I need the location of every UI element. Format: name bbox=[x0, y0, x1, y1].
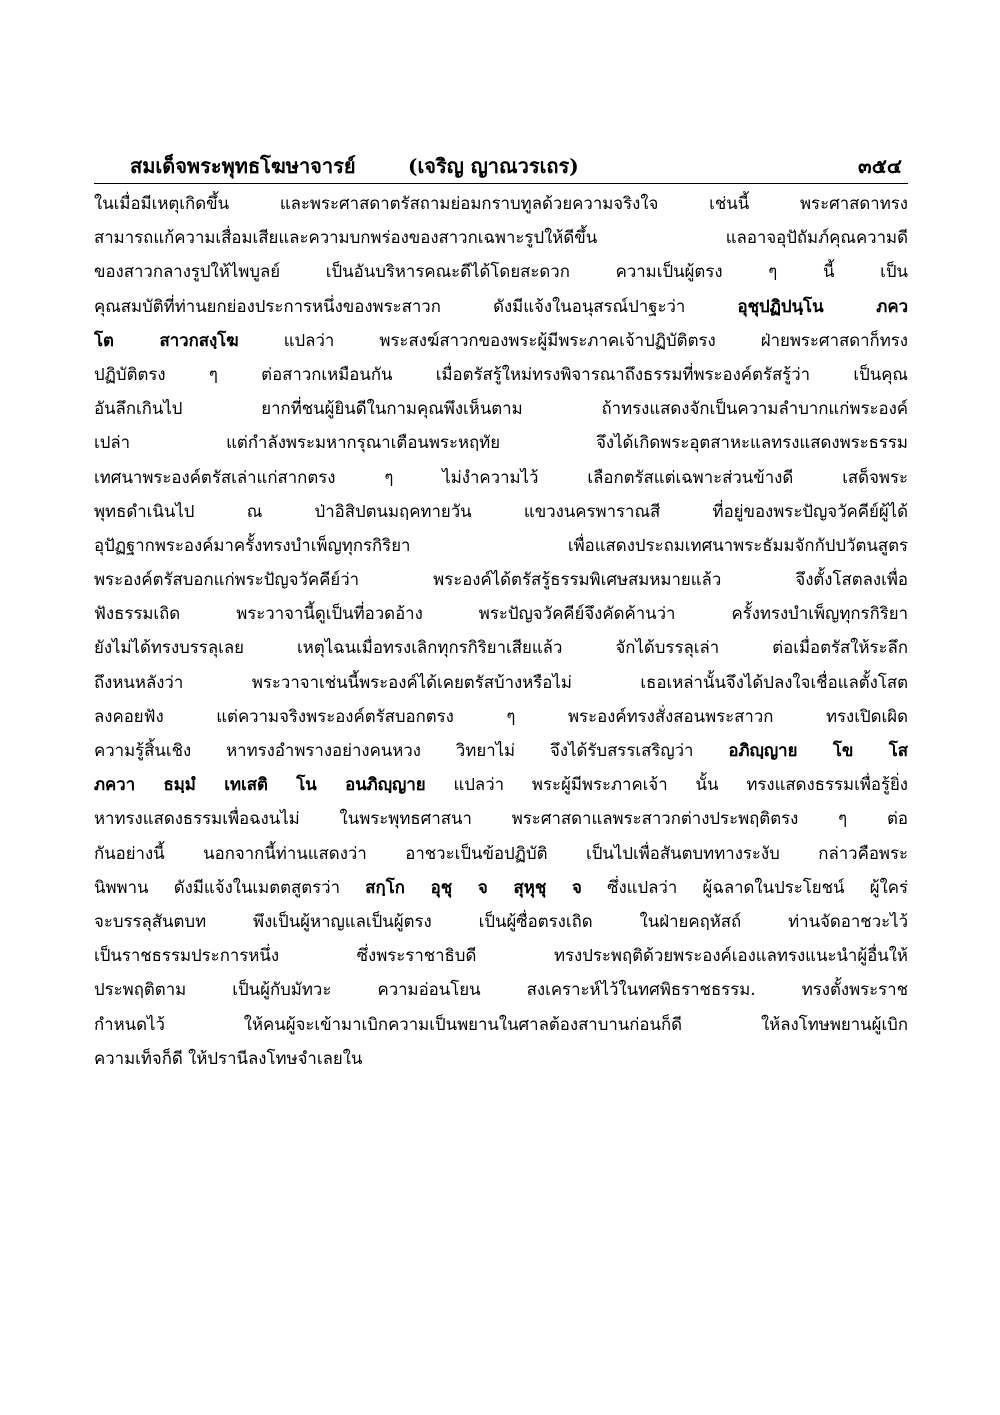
text-line bbox=[94, 733, 908, 767]
text-line bbox=[94, 1007, 908, 1041]
text-line bbox=[94, 391, 908, 425]
pali-phrase: สกฺโก อุชุ จ สุหุชุ จ bbox=[365, 876, 582, 897]
text-segment: แปลว่า พระสงฆ์สาวกของพระผู้มีพระภาคเจ้าปฏิบัติตรง ฝ่ายพระศาสดาก็ทรง bbox=[238, 329, 908, 350]
text-line bbox=[94, 289, 908, 323]
text-segment: พุทธดำเนินไป ณ ป่าอิสิปตนมฤคทายวัน แขวงนครพาราณสี ที่อยู่ของพระปัญจวัคคีย์ผู้ได้ bbox=[94, 500, 908, 521]
text-segment: ลงคอยฟัง แต่ความจริงพระองค์ตรัสบอกตรง ๆ พระองค์ทรงสั่งสอนพระสาวก ทรงเปิดเผิด bbox=[94, 705, 908, 726]
text-segment: อันลึกเกินไป ยากที่ชนผู้ยินดีในกามคุณพึงเห็นตาม ถ้าทรงแสดงจักเป็นความลำบากแก่พระองค์ bbox=[94, 398, 908, 419]
text-segment: สามารถแก้ความเสื่อมเสียและความบกพร่องของสาวกเฉพาะรูปให้ดีขึ้น แลอาจอุปัถัมภ์คุณความดี bbox=[94, 227, 908, 248]
body-text bbox=[94, 186, 908, 1075]
text-line bbox=[94, 938, 908, 972]
text-segment: ฟังธรรมเถิด พระวาจานี้ดูเป็นที่อวดอ้าง พระปัญจวัคคีย์จึงคัดค้านว่า ครั้งทรงบำเพ็ญทุกรกิริยา bbox=[94, 603, 908, 624]
text-segment: ของสาวกลางรูปให้ไพบูลย์ เป็นอันบริหารคณะดีได้โดยสะดวก ความเป็นผู้ตรง ๆ นี้ เป็น bbox=[94, 261, 908, 282]
text-line bbox=[94, 836, 908, 870]
text-line bbox=[94, 596, 908, 630]
text-line bbox=[94, 323, 908, 357]
text-segment: กันอย่างนี้ นอกจากนี้ท่านแสดงว่า อาชวะเป็นข้อปฏิบัติ เป็นไปเพื่อสันตบททางระงับ กล่าวคือพระ bbox=[94, 842, 908, 863]
header-rule bbox=[94, 183, 908, 184]
text-line bbox=[94, 904, 908, 938]
text-line bbox=[94, 528, 908, 562]
text-segment: แปลว่า พระผู้มีพระภาคเจ้า นั้น ทรงแสดงธรรมเพื่อรู้ยิ่ง bbox=[425, 774, 908, 795]
pali-phrase: อุชุปฏิปนฺโน ภคว bbox=[737, 295, 908, 316]
pali-phrase: โต สาวกสงฺโฆ bbox=[94, 329, 239, 350]
header-title: สมเด็จพระพุทธโฆษาจารย์ bbox=[130, 154, 356, 178]
pali-phrase: อภิญฺญาย โข โส bbox=[728, 740, 908, 760]
text-segment: ปฏิบัติตรง ๆ ต่อสาวกเหมือนกัน เมื่อตรัสรู้ใหม่ทรงพิจารณาถึงธรรมที่พระองค์ตรัสรู้ว่า เป็นคุณ bbox=[94, 363, 908, 384]
page-header bbox=[94, 146, 908, 182]
text-line bbox=[94, 494, 908, 528]
page-number: ๓๕๔ bbox=[858, 154, 902, 178]
text-segment: ในเมื่อมีเหตุเกิดขึ้น และพระศาสดาตรัสถามย่อมกราบทูลด้วยความจริงใจ เช่นนี้ พระศาสดาทรง bbox=[94, 193, 908, 213]
text-line bbox=[94, 870, 908, 904]
text-segment: ซึ่งแปลว่า ผู้ฉลาดในประโยชน์ ผู้ใคร่ bbox=[581, 876, 908, 897]
text-line bbox=[94, 972, 908, 1006]
text-line bbox=[94, 425, 908, 459]
text-segment: นิพพาน ดังมีแจ้งในเมตตสูตรว่า bbox=[94, 876, 366, 897]
text-line bbox=[94, 186, 908, 220]
pali-phrase: ภควา ธมฺมํ เทเสติ โน อนภิญฺญาย bbox=[94, 774, 426, 795]
header-name: (เจริญ ญาณวรเถร) bbox=[408, 154, 579, 178]
text-segment: ยังไม่ได้ทรงบรรลุเลย เหตุไฉนเมื่อทรงเลิกทุกรกิริยาเสียแล้ว จักได้บรรลุเล่า ต่อเมื่อตรัสให้ระลึก bbox=[94, 637, 908, 658]
text-line bbox=[94, 630, 908, 664]
text-segment: ความรู้สิ้นเชิง หาทรงอำพรางอย่างคนหวง วิทยาไม่ จึงได้รับสรรเสริญว่า bbox=[94, 740, 729, 760]
text-segment: เป็นราชธรรมประการหนึ่ง ซึ่งพระราชาธิบดี ทรงประพฤติด้วยพระองค์เองแลทรงแนะนำผู้อื่นให้ bbox=[94, 945, 908, 966]
text-line bbox=[94, 357, 908, 391]
text-segment: กำหนดไว้ ให้คนผู้จะเข้ามาเบิกความเป็นพยานในศาลต้องสาบานก่อนก็ดี ให้ลงโทษพยานผู้เบิก bbox=[94, 1013, 908, 1034]
text-segment: ประพฤติตาม เป็นผู้กับมัทวะ ความอ่อนโยน สงเคราะห์ไว้ในทศพิธราชธรรม. ทรงตั้งพระราช bbox=[94, 979, 908, 1000]
text-line bbox=[94, 562, 908, 596]
text-segment: คุณสมบัติที่ท่านยกย่องประการหนึ่งของพระสาวก ดังมีแจ้งในอนุสรณ์ปาฐะว่า bbox=[94, 295, 738, 316]
text-segment: หาทรงแสดงธรรมเพื่อฉงนไม่ ในพระพุทธศาสนา พระศาสดาแลพระสาวกต่างประพฤติตรง ๆ ต่อ bbox=[94, 808, 908, 829]
text-line bbox=[94, 665, 908, 699]
text-line bbox=[94, 801, 908, 835]
text-segment: จะบรรลุสันตบท พึงเป็นผู้หาญแลเป็นผู้ตรง เป็นผู้ซื่อตรงเถิด ในฝ่ายคฤหัสถ์ ท่านจัดอาชวะไว้ bbox=[94, 910, 908, 931]
text-line bbox=[94, 767, 908, 801]
text-line bbox=[94, 460, 908, 494]
text-segment: พระองค์ตรัสบอกแก่พระปัญจวัคคีย์ว่า พระองค์ได้ตรัสรู้ธรรมพิเศษสมหมายแล้ว จึงตั้งโสตลงเพื่อ bbox=[94, 569, 908, 590]
text-line bbox=[94, 699, 908, 733]
text-segment: เทศนาพระองค์ตรัสเล่าแก่สากตรง ๆ ไม่งำความไว้ เลือกตรัสแต่เฉพาะส่วนข้างดี เสด็จพระ bbox=[94, 466, 908, 487]
text-segment: อุปัฏฐากพระองค์มาครั้งทรงบำเพ็ญทุกรกิริยา เพื่อแสดงประถมเทศนาพระธัมมจักกัปปวัตนสูตร bbox=[94, 534, 908, 555]
text-segment: ถึงหนหลังว่า พระวาจาเช่นนี้พระองค์ได้เคยตรัสบ้างหรือไม่ เธอเหล่านั้นจึงได้ปลงใจเชื่อแลตั้งโสต bbox=[94, 671, 908, 692]
text-segment: ความเท็จก็ดี ให้ปรานีลงโทษจำเลยใน bbox=[94, 1047, 363, 1068]
text-line bbox=[94, 220, 908, 254]
text-segment: เปล่า แต่กำลังพระมหากรุณาเตือนพระหฤทัย จึงได้เกิดพระอุตสาหะแลทรงแสดงพระธรรม bbox=[94, 432, 908, 453]
text-line bbox=[94, 254, 908, 288]
text-line bbox=[94, 1041, 908, 1075]
